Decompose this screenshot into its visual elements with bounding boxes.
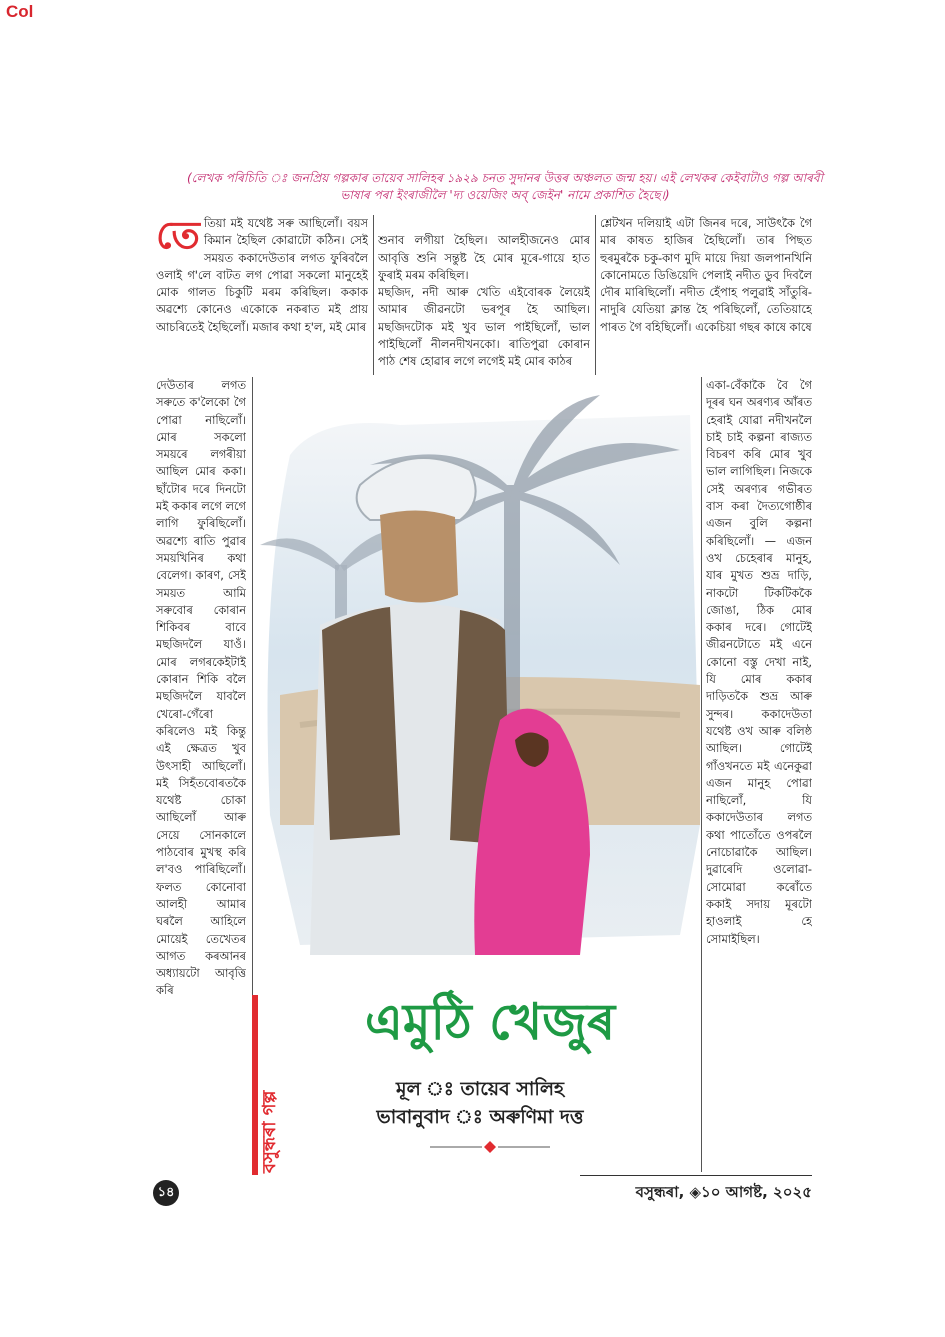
story-illustration: [260, 395, 700, 955]
credit-original: মূল ঃ তায়েব সালিহ: [396, 1078, 564, 1100]
column-divider: [373, 215, 374, 375]
footer-issue-line: বসুন্ধৰা, ◈১০ আগষ্ট, ২০২৫: [635, 1183, 812, 1201]
credit-translation: ভাবানুবাদ ঃ অৰুণিমা দত্ত: [376, 1106, 584, 1128]
column-1-top-text: তিয়া মই যথেষ্ট সৰু আছিলোঁ। বয়স কিমান হৈছিল কোৱাটো কঠিন। সেই সময়ত ককাদেউতাৰ লগত ফুৰিবলৈ ওলাই গ'লে বাটত লগ পোৱা সকলো মানুহেই মোক গালত চিকুটি মৰম কৰিছিল। ককাক অৱশ্যে কোনেও একোকে নকৰাত মই প্ৰায় আচৰিতেই হৈছিলোঁ। মজাৰ কথা হ'ল, মই মোৰ: [156, 216, 368, 334]
article-column-1-bottom: [156, 377, 246, 1172]
column-3-top-text: শ্লেটখন দলিয়াই এটা জিনৰ দৰে, সাউৎকৈ গৈ মাৰ কাষত হাজিৰ হৈছিলোঁ। তাৰ পিছত হুৰমুৰকৈ চকু-কাণ মুদি মায়ে দিয়া জলপানখিনি কোনোমতে ডিঙিয়েদি পেলাই নদীত ডুব দিবলৈ দৌৰ মাৰিছিলোঁ। নদীত হেঁপাহ পলুৱাই সাঁতুৰি-নাদুৰি যেতিয়া ক্লান্ত হৈ পৰিছিলোঁ, তেতিয়াহে পাৰত গৈ বহিছিলোঁ। একেচিয়া গছৰ কাষে কাষে: [600, 216, 812, 334]
column-2-top-text: শুনাব লগীয়া হৈছিল। আলহীজনেও মোৰ আবৃত্তি শুনি সন্তুষ্ট হৈ মোৰ মূৰে-গায়ে হাত ফুৰাই মৰম কৰিছিল। মছজিদ, নদী আৰু খেতি এইবোৰক লৈয়েই আমাৰ জীৱনটো ভৰপূৰ হৈ আছিল। মছজিদটোক মই খুব ভাল পাইছিলোঁ, ভাল পাইছিলোঁ নীলনদীখনকো। ৰাতিপুৱা কোৰান পাঠ শেষ হোৱাৰ লগে লগেই মই মোৰ কাঠৰ: [378, 233, 590, 369]
footer-rule: [580, 1175, 812, 1176]
corner-label: Col: [6, 2, 34, 21]
column-1-bottom-text: দেউতাৰ লগত সৰুতে ক'লৈকো গৈ পোৱা নাছিলোঁ। মোৰ সকলো সময়ৰে লগৰীয়া আছিল মোৰ ককা। ছাঁটোৰ দৰে দিনটো মই ককাৰ লগে লগে লাগি ফুৰিছিলোঁ। অৱশ্যে ৰাতি পুৱাৰ সময়খিনিৰ কথা বেলেগ। কাৰণ, সেই সময়ত আমি সৰুবোৰ কোৰান শিকিবৰ বাবে মছজিদলৈ যাওঁ। মোৰ লগৰকেইটাই কোৰান শিকি বলৈ মছজিদলৈ যাবলৈ খেৰো-গেঁৰো কৰিলেও মই কিন্তু এই ক্ষেত্ৰত খুব উৎসাহী আছিলোঁ। মই সিহঁতবোৰতকৈ যথেষ্ট চোকা আছিলোঁ আৰু সেয়ে সোনকালে পাঠবোৰ মুখস্থ কৰি ল'বও পাৰিছিলোঁ। ফলত কোনোবা আলহী আমাৰ ঘৰলৈ আহিলে মোয়েই তেখেতৰ আগত কৰআনৰ অধ্যায়টো আবৃত্তি কৰি: [156, 378, 246, 998]
ornament-divider: [430, 1140, 550, 1154]
article-column-3-top: [600, 215, 812, 373]
column-divider: [595, 215, 596, 375]
page-number: ১৪: [153, 1180, 179, 1206]
article-column-2-top: [378, 215, 590, 373]
author-intro: (লেখক পৰিচিতি ঃ জনপ্ৰিয় গল্পকাৰ তায়েব সালিহৰ ১৯২৯ চনত সুদানৰ উত্তৰ অঞ্চলত জন্ম হয়। এই লেখকৰ কেইবাটাও গল্প আৰবী ভাষাৰ পৰা ইংৰাজীলৈ 'দ্য ওয়েজিং অব্ জেইন' নামে প্ৰকাশিত হৈছে।): [186, 171, 824, 202]
section-label-text: বসুন্ধৰা গল্প: [259, 1090, 280, 1173]
column-divider: [701, 377, 702, 1172]
article-column-3-bottom: [706, 377, 812, 1172]
column-3-bottom-text: একা-বেঁকাকৈ বৈ গৈ দূৰৰ ঘন অৰণ্যৰ আঁৰত হেৰাই যোৱা নদীখনলৈ চাই চাই কল্পনা ৰাজ্যত বিচৰণ কৰি মোৰ খুব ভাল লাগিছিল। নিজকে সেই অৰণ্যৰ গভীৰত বাস কৰা দৈত্যগোষ্ঠীৰ এজন বুলি কল্পনা কৰিছিলোঁ। — এজন ওখ চেহেৰাৰ মানুহ, যাৰ মুখত শুভ্ৰ দাড়ি, নাকটো টিকটিককৈ জোঙা, ঠিক মোৰ ককাৰ দৰে। গোটেই জীৱনটোতে মই এনে কোনো বস্তু দেখা নাই, যি মোৰ ককাৰ দাড়িতকৈ শুভ্ৰ আৰু সুন্দৰ। ককাদেউতা যথেষ্ট ওখ আৰু বলিষ্ঠ আছিল। গোটেই গাঁওখনতে মই এনেকুৱা এজন মানুহ পোৱা নাছিলোঁ, যি ককাদেউতাৰ লগত কথা পাতোঁতে ওপৰলৈ নোচোৱাকৈ আছিল। দুৱাৰেদি ওলোৱা-সোমোৱা কৰোঁতে ককাই সদায় মূৰটো হাওলাই হে সোমাইছিল।: [706, 378, 812, 946]
story-title: এমুঠি খেজুৰ: [364, 993, 616, 1051]
drop-cap: তে: [156, 215, 200, 257]
section-label-vertical: [248, 995, 282, 1175]
article-column-1-top: [156, 215, 368, 373]
